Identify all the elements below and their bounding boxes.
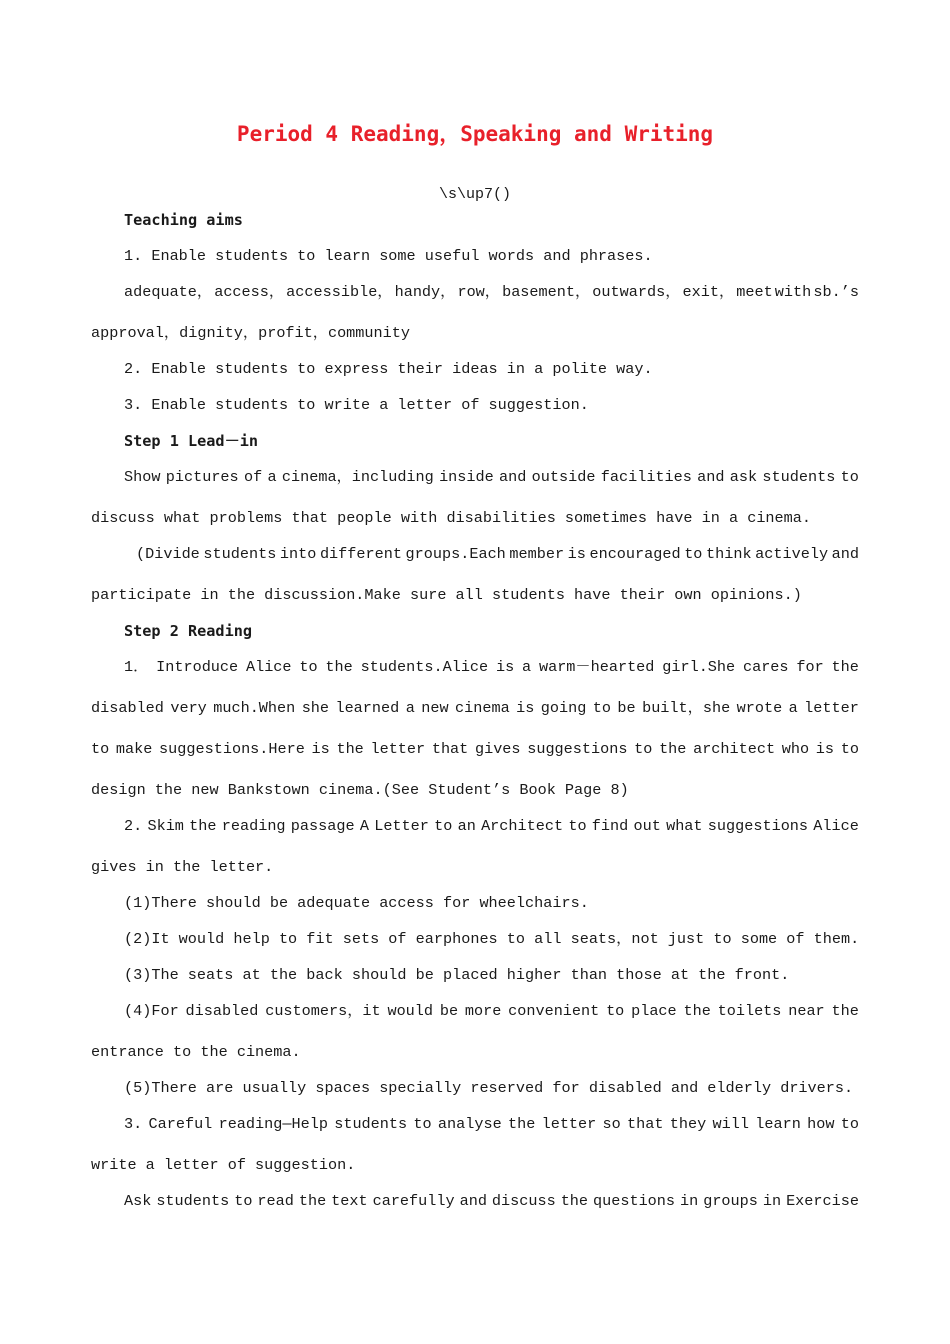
word: to (840, 1115, 859, 1133)
word: to (592, 699, 611, 717)
suggestion-4-line1 (124, 1002, 859, 1020)
word: will (712, 1115, 749, 1133)
word: facilities (600, 468, 692, 486)
word: find (591, 817, 629, 835)
word: is (567, 545, 586, 563)
word: is (311, 740, 330, 758)
word: inside (439, 468, 494, 486)
aim-3: 3. Enable students to write a letter of suggestion. (124, 396, 589, 414)
word: for (796, 658, 824, 676)
word: cares (742, 658, 789, 676)
word: students (203, 545, 277, 563)
word: read (257, 1192, 294, 1210)
word: text (331, 1192, 368, 1210)
word: and (831, 545, 859, 563)
word: who (781, 740, 810, 758)
step1-paragraph2-line2: participate in the discussion.Make sure all students have their own opinions.) (91, 586, 802, 604)
word: a (267, 468, 277, 486)
word: built，she (642, 699, 731, 717)
word: ask (729, 468, 758, 486)
word: 1． (124, 658, 149, 676)
word: letter (804, 699, 859, 717)
word: Alice (813, 817, 859, 835)
word: reading—Help (218, 1115, 328, 1133)
word: different (319, 545, 402, 563)
word: to (840, 740, 859, 758)
step2-item1-line3 (91, 740, 859, 758)
word: more (464, 1002, 502, 1020)
word: would (387, 1002, 434, 1020)
word: in (680, 1192, 699, 1210)
word: carefully (372, 1192, 455, 1210)
step2-item1-line4: design the new Bankstown cinema.(See Student’s Book Page 8) (91, 781, 629, 799)
word: that (431, 740, 469, 758)
step2-item1-line2 (91, 699, 859, 717)
word: is (495, 658, 515, 676)
word: near (788, 1002, 825, 1020)
word: be (439, 1002, 459, 1020)
word: passage (290, 817, 355, 835)
step2-item3-line2: write a letter of suggestion. (91, 1156, 356, 1174)
word: 2. (124, 817, 143, 835)
word: the (507, 1115, 536, 1133)
word: learned (335, 699, 400, 717)
word: disabled (185, 1002, 259, 1020)
aim-1: 1. Enable students to learn some useful words and phrases. (124, 247, 653, 265)
word: is (815, 740, 835, 758)
word: letter (541, 1115, 597, 1133)
word: pictures (165, 468, 239, 486)
word: the (336, 740, 364, 758)
word: that (627, 1115, 664, 1133)
word: handy， (394, 283, 456, 301)
aim-2: 2. Enable students to express their ideas in a polite way. (124, 360, 653, 378)
field-code-line: \s\up7() (438, 186, 511, 203)
word: warm－hearted (538, 658, 655, 676)
step2-item2-line1 (124, 817, 859, 835)
word: disabled (91, 699, 164, 717)
word: sb.’s (813, 283, 859, 301)
word: very (170, 699, 207, 717)
word: girl.She (662, 658, 736, 676)
word: students (156, 1192, 230, 1210)
word: (4)For (124, 1002, 179, 1020)
word: cinema (455, 699, 510, 717)
word: customers，it (265, 1002, 381, 1020)
word: think (706, 545, 752, 563)
word: analyse (437, 1115, 502, 1133)
word: students.Alice (360, 658, 489, 676)
word: to (634, 740, 653, 758)
word: outwards， (592, 283, 681, 301)
step2-last-paragraph-line1 (124, 1192, 859, 1210)
word: with (774, 283, 812, 301)
word: exit， (682, 283, 735, 301)
word: toilets (717, 1002, 782, 1020)
word: and (697, 468, 725, 486)
word: suggestions (527, 740, 628, 758)
word: in (762, 1192, 782, 1210)
word: adequate， (124, 283, 213, 301)
word: the (831, 1002, 859, 1020)
word: Exercise (786, 1192, 859, 1210)
word: Show (124, 468, 161, 486)
word: to (568, 817, 587, 835)
word: the (831, 658, 859, 676)
word: to (684, 545, 703, 563)
word: questions (593, 1192, 676, 1210)
word: discuss (491, 1192, 556, 1210)
word: the (298, 1192, 327, 1210)
word: actively (755, 545, 829, 563)
word: going (540, 699, 587, 717)
word: the (189, 817, 217, 835)
word: gives (474, 740, 521, 758)
suggestion-2: (2)It would help to fit sets of earphones to all seats，not just to some of them. (124, 930, 860, 948)
word: groups (703, 1192, 758, 1210)
word: convenient (508, 1002, 600, 1020)
word: an (457, 817, 476, 835)
step1-paragraph1-line2: discuss what problems that people with disabilities sometimes have in a cinema. (91, 509, 812, 527)
step2-heading: Step 2 Reading (124, 622, 253, 640)
word: 3. (124, 1115, 143, 1133)
word: the (325, 658, 353, 676)
vocabulary-line-1 (124, 283, 859, 301)
word: row， (457, 283, 500, 301)
word: a (405, 699, 415, 717)
step1-heading: Step 1 Lead－in (124, 432, 259, 450)
word: the (560, 1192, 589, 1210)
word: to (434, 817, 453, 835)
word: Alice (245, 658, 292, 676)
word: new (421, 699, 449, 717)
step1-paragraph1-line1 (124, 468, 859, 486)
word: much.When (213, 699, 296, 717)
word: to (606, 1002, 625, 1020)
word: (Divide (136, 545, 200, 563)
word: to (234, 1192, 253, 1210)
suggestion-4-line2: entrance to the cinema. (91, 1043, 301, 1061)
word: access， (214, 283, 285, 301)
word: to (840, 468, 859, 486)
suggestion-3: (3)The seats at the back should be placed higher than those at the front. (124, 966, 790, 984)
word: she (301, 699, 330, 717)
word: learn (755, 1115, 801, 1133)
word: and (499, 468, 527, 486)
step1-paragraph2-line1 (136, 545, 859, 563)
vocabulary-line-2: approval，dignity，profit，community (91, 324, 410, 342)
word: suggestions (707, 817, 809, 835)
step2-item3-line1 (124, 1115, 859, 1133)
word: be (617, 699, 636, 717)
word: wrote (736, 699, 783, 717)
word: letter (370, 740, 426, 758)
word: A (359, 817, 369, 835)
word: basement， (502, 283, 591, 301)
page-title: Period 4 Reading，Speaking and Writing (236, 122, 714, 146)
suggestion-1: (1)There should be adequate access for wheelchairs. (124, 894, 589, 912)
word: Skim (147, 817, 184, 835)
word: encouraged (589, 545, 681, 563)
word: suggestions.Here (159, 740, 305, 758)
word: is (516, 699, 535, 717)
aims-heading: Teaching aims (124, 211, 243, 229)
word: outside (531, 468, 596, 486)
word: so (602, 1115, 621, 1133)
word: what (666, 817, 703, 835)
word: make (115, 740, 153, 758)
word: they (669, 1115, 707, 1133)
word: Architect (481, 817, 564, 835)
word: the (683, 1002, 711, 1020)
word: place (631, 1002, 677, 1020)
word: to (299, 658, 318, 676)
word: students (334, 1115, 408, 1133)
word: a (788, 699, 798, 717)
step2-item1-line1 (124, 658, 859, 676)
word: into (279, 545, 317, 563)
step2-item2-line2: gives in the letter. (91, 858, 274, 876)
word: accessible， (286, 283, 393, 301)
word: how (807, 1115, 835, 1133)
word: Careful (148, 1115, 213, 1133)
word: out (633, 817, 661, 835)
word: to (413, 1115, 432, 1133)
word: students (762, 468, 836, 486)
word: Letter (374, 817, 429, 835)
word: groups.Each (405, 545, 506, 563)
word: of (243, 468, 263, 486)
word: reading (221, 817, 286, 835)
word: meet (736, 283, 773, 301)
suggestion-5: (5)There are usually spaces specially reserved for disabled and elderly drivers. (124, 1079, 854, 1097)
word: and (459, 1192, 487, 1210)
word: Introduce (156, 658, 239, 676)
word: Ask (124, 1192, 152, 1210)
word: a (522, 658, 532, 676)
word: member (509, 545, 565, 563)
word: cinema，including (281, 468, 434, 486)
word: the (659, 740, 687, 758)
word: to (91, 740, 110, 758)
word: architect (693, 740, 776, 758)
